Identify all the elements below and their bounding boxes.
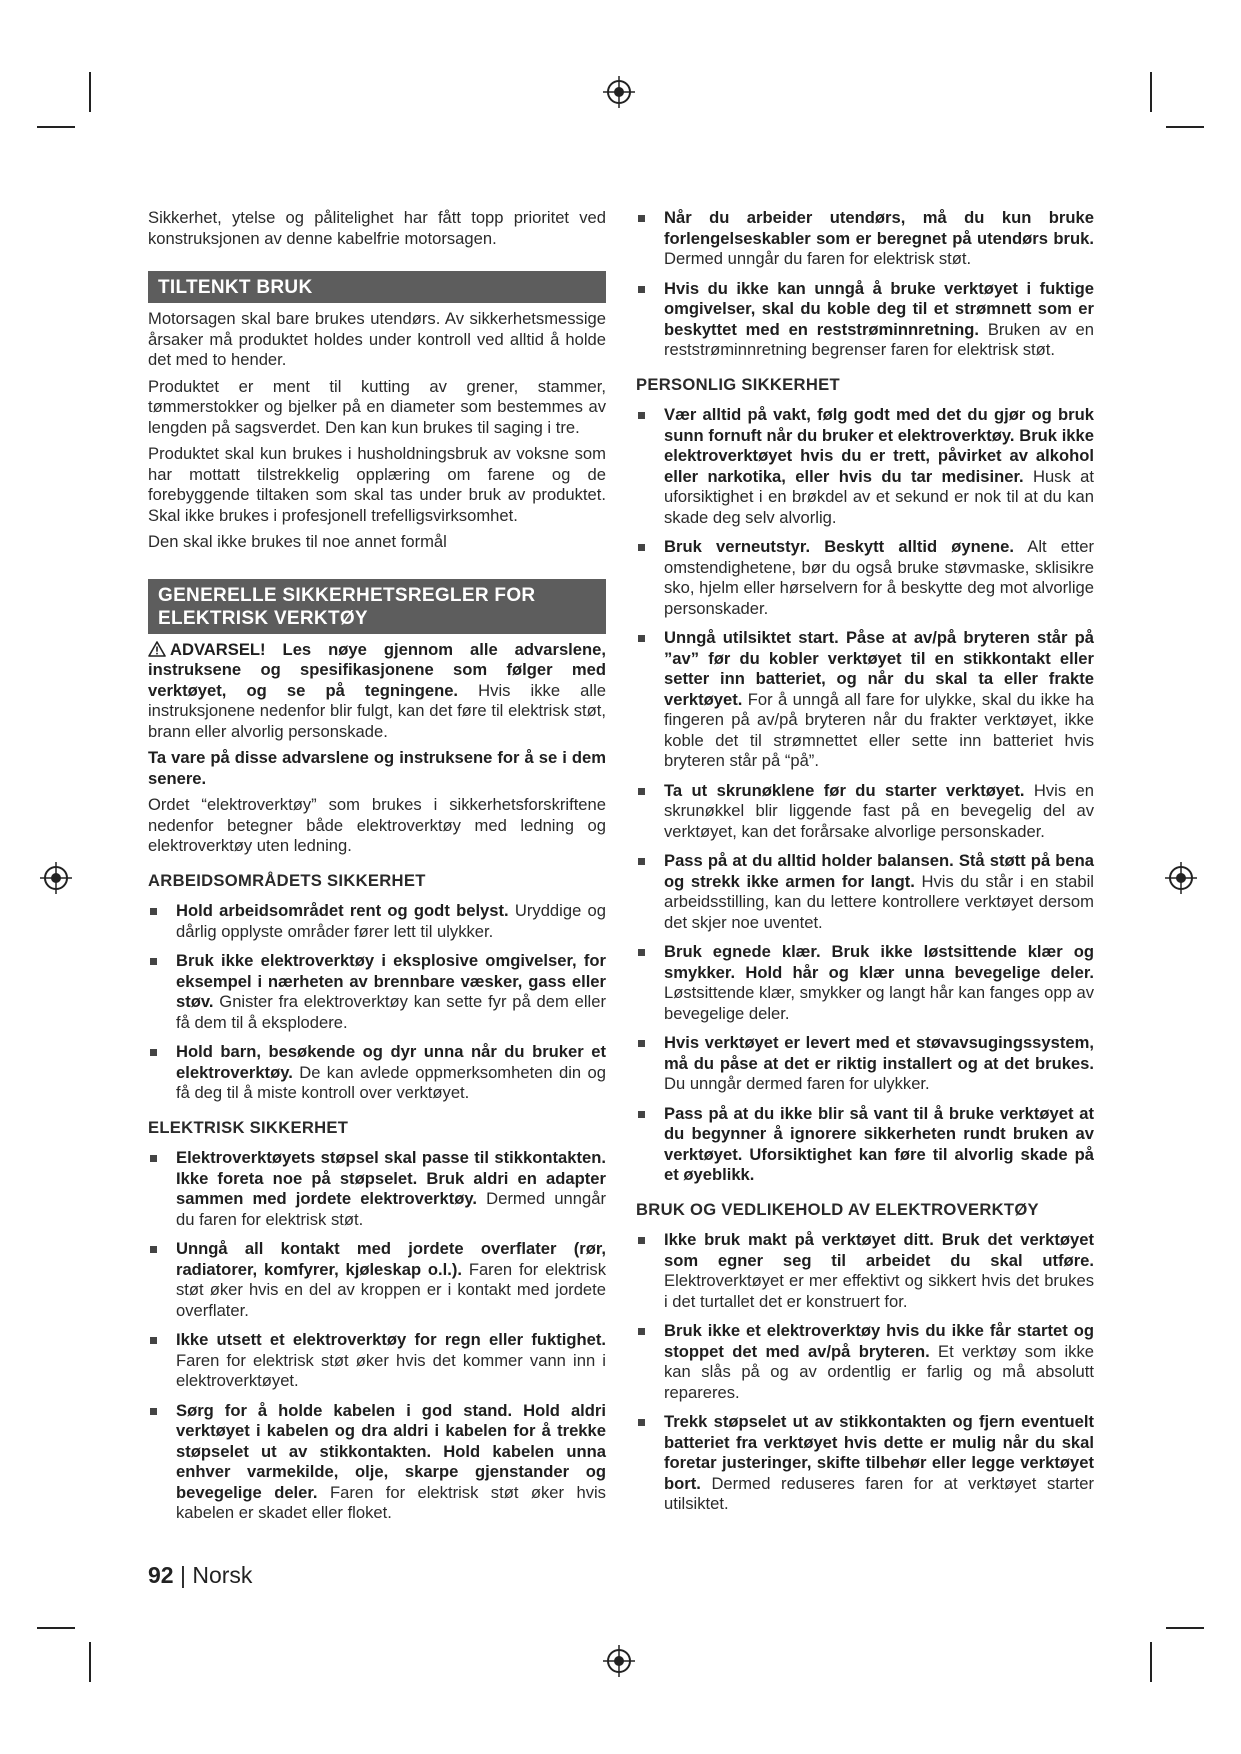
list-item — [636, 1033, 1094, 1095]
item-text: Husk at uforsiktighet i en brøkdel av et sekund er nok til at du kan skade deg selv alvorlig. — [664, 466, 1094, 527]
subheading-maintenance: BRUK OG VEDLIKEHOLD AV ELEKTROVERKTØY — [636, 1199, 1039, 1219]
bullet-square-icon — [638, 1328, 645, 1335]
item-text: Faren for elektrisk støt øker hvis kabelen er skadet eller floket. — [176, 1482, 606, 1522]
item-bold: Elektroverktøyets støpsel skal passe til stikkontakten. Ikke foreta noe på støpselet. Bruk aldri en adapter sammen med jordete elektroverktøy. — [176, 1148, 606, 1208]
subheading-personal: PERSONLIG SIKKERHET — [636, 374, 840, 394]
crop-mark — [1150, 1642, 1152, 1682]
item-text: Et verktøy som ikke kan slås på og av ordentlig er farlig og må absolutt repareres. — [664, 1341, 1094, 1402]
bullet-square-icon — [638, 858, 645, 865]
item-bold: Ta ut skrunøklene før du starter verktøyet. — [664, 780, 1025, 800]
bullet-square-icon — [150, 1155, 157, 1162]
bullet-square-icon — [638, 286, 645, 293]
item-bold: Bruk verneutstyr. Beskytt alltid øynene. — [664, 537, 1014, 556]
registration-mark-icon — [603, 1645, 635, 1677]
bullet-list — [148, 901, 606, 1104]
bullet-square-icon — [150, 1246, 157, 1253]
item-bold: Trekk støpselet ut av stikkontakten og fjern eventuelt batteriet fra verktøyet hvis dette er mulig når du skal foretar justeringer, skifte tilbehør eller legge verktøyet bort. — [664, 1412, 1094, 1493]
item-text: Dermed reduseres faren for at verktøyet starter utilsiktet. — [664, 1473, 1094, 1513]
item-text: Løstsittende klær, smykker og langt hår kan fanges opp av bevegelige deler. — [664, 983, 1094, 1023]
heading-line: GENERELLE SIKKERHETSREGLER FOR — [158, 584, 536, 606]
keep-instructions-notice: Ta vare på disse advarslene og instruksene for å se i dem senere. — [148, 748, 606, 788]
item-bold: Sørg for å holde kabelen i god stand. Hold aldri verktøyet i kabelen og dra aldri i kabelen for å trekke støpselet ut av stikkontakten. Hold kabelen unna enhver varmekilde, olje, skarpe gjenstander og bevegelige deler. — [176, 1400, 606, 1502]
item-bold: Bruk ikke et elektroverktøy hvis du ikke får startet og stoppet det med av/på bryteren. — [664, 1321, 1094, 1361]
registration-mark-icon — [603, 76, 635, 108]
intro-paragraph: Sikkerhet, ytelse og pålitelighet har fått topp prioritet ved konstruksjonen av denne kabelfrie motorsagen. — [148, 208, 606, 248]
list-item — [148, 1330, 606, 1392]
bullet-square-icon — [638, 949, 645, 956]
bullet-square-icon — [150, 958, 157, 965]
crop-mark — [37, 126, 75, 128]
bullet-square-icon — [150, 1337, 157, 1344]
item-text: Dermed unngår du faren for elektrisk støt. — [664, 249, 972, 268]
list-item — [636, 851, 1094, 933]
section-heading-general-rules — [148, 579, 606, 634]
right-column — [636, 208, 1094, 1524]
bullet-square-icon — [638, 1040, 645, 1047]
item-bold: Bruk egnede klær. Bruk ikke løstsittende klær og smykker. Hold hår og klær unna bevegelige deler. — [664, 942, 1094, 982]
item-text: For å unngå all fare for ulykke, skal du ikke ha fingeren på av/på bryteren når du frakter verktøyet, ikke koble det til strømnettet eller sette inn batteriet hvis bryteren står på “på”. — [664, 689, 1094, 770]
bullet-square-icon — [150, 1049, 157, 1056]
item-bold: Ikke utsett et elektroverktøy for regn eller fuktighet. — [176, 1330, 606, 1349]
crop-mark — [37, 1627, 75, 1629]
subheading-electrical: ELEKTRISK SIKKERHET — [148, 1117, 349, 1137]
item-bold: Vær alltid på vakt, følg godt med det du gjør og bruk sunn fornuft når du bruker et elektroverktøy. Bruk ikke elektroverktøyet hvis du er trett, påvirket av alkohol eller narkotika, eller hvis du tar medisiner. — [664, 405, 1094, 486]
item-text: Dermed unngår du faren for elektrisk støt. — [176, 1189, 606, 1229]
crop-mark — [1166, 126, 1204, 128]
body-paragraph: Produktet skal kun brukes i husholdningsbruk av voksne som har mottatt tilstrekkelig opplæring om farene og de forebyggende tiltaken som skal tas under bruk av produktet. Skal ikke brukes i profesjonell trefelligsvirksomhet. — [148, 444, 606, 525]
item-bold: Bruk ikke elektroverktøy i eksplosive omgivelser, for eksempel i nærheten av brennbare væsker, gass eller støv. — [176, 951, 606, 1011]
crop-mark — [89, 1642, 91, 1682]
body-paragraph: Produktet er ment til kutting av grener, stammer, tømmerstokker og bjelker på en diameter som bestemmes av lengden på sagsverdet. Den kan kun brukes til saging i tre. — [148, 376, 606, 437]
heading-line: ELEKTRISK VERKTØY — [158, 607, 368, 629]
item-bold: Unngå all kontakt med jordete overflater (rør, radiatorer, komfyrer, kjøleskap o.l.). — [176, 1239, 606, 1279]
list-item — [636, 628, 1094, 772]
crop-mark — [89, 72, 91, 112]
list-item — [636, 781, 1094, 843]
list-item — [148, 951, 606, 1033]
bullet-square-icon — [150, 908, 157, 915]
bullet-square-icon — [638, 635, 645, 642]
bullet-square-icon — [638, 1237, 645, 1244]
crop-mark — [1150, 72, 1152, 112]
list-item — [636, 405, 1094, 528]
warning-paragraph — [148, 640, 606, 743]
list-item — [148, 1042, 606, 1104]
bullet-square-icon — [638, 215, 645, 222]
item-bold: Ikke bruk makt på verktøyet ditt. Bruk det verktøyet som egner seg til arbeidet du skal utføre. — [664, 1230, 1094, 1270]
footer-language: Norsk — [192, 1562, 253, 1588]
bullet-list — [636, 1230, 1094, 1515]
list-item — [148, 1148, 606, 1230]
item-text: Faren for elektrisk støt øker hvis en del av kroppen er i kontakt med jordete overflater. — [176, 1259, 606, 1320]
bullet-list — [148, 1148, 606, 1524]
left-column — [148, 208, 606, 1533]
list-item — [148, 901, 606, 942]
definition-paragraph: Ordet “elektroverktøy” som brukes i sikkerhetsforskriftene nedenfor betegner både elektroverktøy med ledning og elektroverktøy uten ledning. — [148, 795, 606, 855]
registration-mark-icon — [40, 862, 72, 894]
item-bold: Hvis du ikke kan unngå å bruke verktøyet i fuktige omgivelser, skal du koble deg til et strømnett som er beskyttet med en reststrøminnretning. — [664, 278, 1094, 339]
body-paragraph: Motorsagen skal bare brukes utendørs. Av sikkerhetsmessige årsaker må produktet holdes under kontroll ved alltid å holde det med to hender. — [148, 309, 606, 369]
bullet-list — [636, 208, 1094, 361]
list-item — [636, 942, 1094, 1024]
list-item — [636, 1230, 1094, 1312]
bullet-square-icon — [638, 544, 645, 551]
section-heading-intended-use: TILTENKT BRUK — [148, 271, 606, 303]
item-bold: Hvis verktøyet er levert med et støvavsugingssystem, må du påse at det er riktig installert og at det brukes. — [664, 1033, 1094, 1073]
item-text: Bruken av en reststrøminnretning begrenser faren for elektrisk støt. — [664, 319, 1094, 359]
bullet-square-icon — [638, 788, 645, 795]
item-bold: Pass på at du alltid holder balansen. Stå støtt på bena og strekk ikke armen for langt. — [664, 851, 1094, 891]
item-text: Uryddige og dårlig opplyste områder fører lett til ulykker. — [176, 901, 606, 941]
warning-triangle-icon — [148, 641, 166, 657]
list-item — [636, 1412, 1094, 1515]
bullet-square-icon — [638, 1111, 645, 1118]
item-bold: Unngå utilsiktet start. Påse at av/på bryteren står på ”av” før du kobler verktøyet til en stikkontakt eller setter inn batteriet, og når du skal ta eller frakte verktøyet. — [664, 628, 1094, 709]
footer-separator: | — [173, 1562, 193, 1588]
item-text: Du unngår dermed faren for ulykker. — [664, 1074, 930, 1093]
item-bold: Hold arbeidsområdet rent og godt belyst. — [176, 901, 509, 920]
page-footer — [148, 1562, 252, 1589]
item-text: Elektroverktøyet er mer effektivt og sikkert hvis det brukes i det turtallet det er konstruert for. — [664, 1271, 1094, 1311]
list-item — [636, 537, 1094, 619]
item-bold: Pass på at du ikke blir så vant til å bruke verktøyet at du begynner å ignorere sikkerheten rundt bruken av verktøyet. Uforsiktighet kan føre til alvorlig skade på et øyeblikk. — [664, 1103, 1094, 1184]
list-item — [636, 1104, 1094, 1186]
warning-text: Hvis ikke alle instruksjonene nedenfor blir fulgt, kan det føre til elektrisk støt, brann eller alvorlig personskade. — [148, 680, 606, 741]
warning-bold: ADVARSEL! Les nøye gjennom alle advarslene, instruksene og spesifikasjonene som følger med verktøyet, og se på tegningene. — [148, 639, 606, 700]
item-text: Faren for elektrisk støt øker hvis det kommer vann inn i elektroverktøyet. — [176, 1350, 606, 1390]
registration-mark-icon — [1165, 862, 1197, 894]
bullet-list — [636, 405, 1094, 1186]
item-text: Alt etter omstendighetene, bør du også bruke støvmaske, sklisikre sko, hjelm eller hørselvern for å beskytte deg mot alvorlige personskader. — [664, 537, 1094, 618]
item-bold: Når du arbeider utendørs, må du kun bruke forlengelseskabler som er beregnet på utendørs bruk. — [664, 208, 1094, 248]
list-item — [148, 1239, 606, 1321]
bullet-square-icon — [150, 1408, 157, 1415]
item-text: Hvis en skrunøkkel blir liggende fast på en bevegelig del av verktøyet, kan det forårsake alvorlige personskader. — [664, 780, 1094, 841]
item-bold: Hold barn, besøkende og dyr unna når du bruker et elektroverktøy. — [176, 1042, 606, 1082]
list-item — [636, 1321, 1094, 1403]
item-text: Hvis du står i en stabil arbeidsstilling, kan du lettere kontrollere verktøyet dersom det skjer noe uventet. — [664, 871, 1094, 932]
subheading-work-area: ARBEIDSOMRÅDETS SIKKERHET — [148, 870, 426, 890]
list-item — [636, 279, 1094, 361]
bullet-square-icon — [638, 1419, 645, 1426]
item-text: Gnister fra elektroverktøy kan sette fyr på dem eller få dem til å eksplodere. — [176, 992, 606, 1032]
crop-mark — [1166, 1627, 1204, 1629]
body-paragraph: Den skal ikke brukes til noe annet formål — [148, 532, 447, 551]
bullet-square-icon — [638, 412, 645, 419]
list-item — [636, 208, 1094, 270]
list-item — [148, 1401, 606, 1524]
page-number: 92 — [148, 1562, 174, 1588]
item-text: De kan avlede oppmerksomheten din og få deg til å miste kontroll over verktøyet. — [176, 1062, 606, 1102]
